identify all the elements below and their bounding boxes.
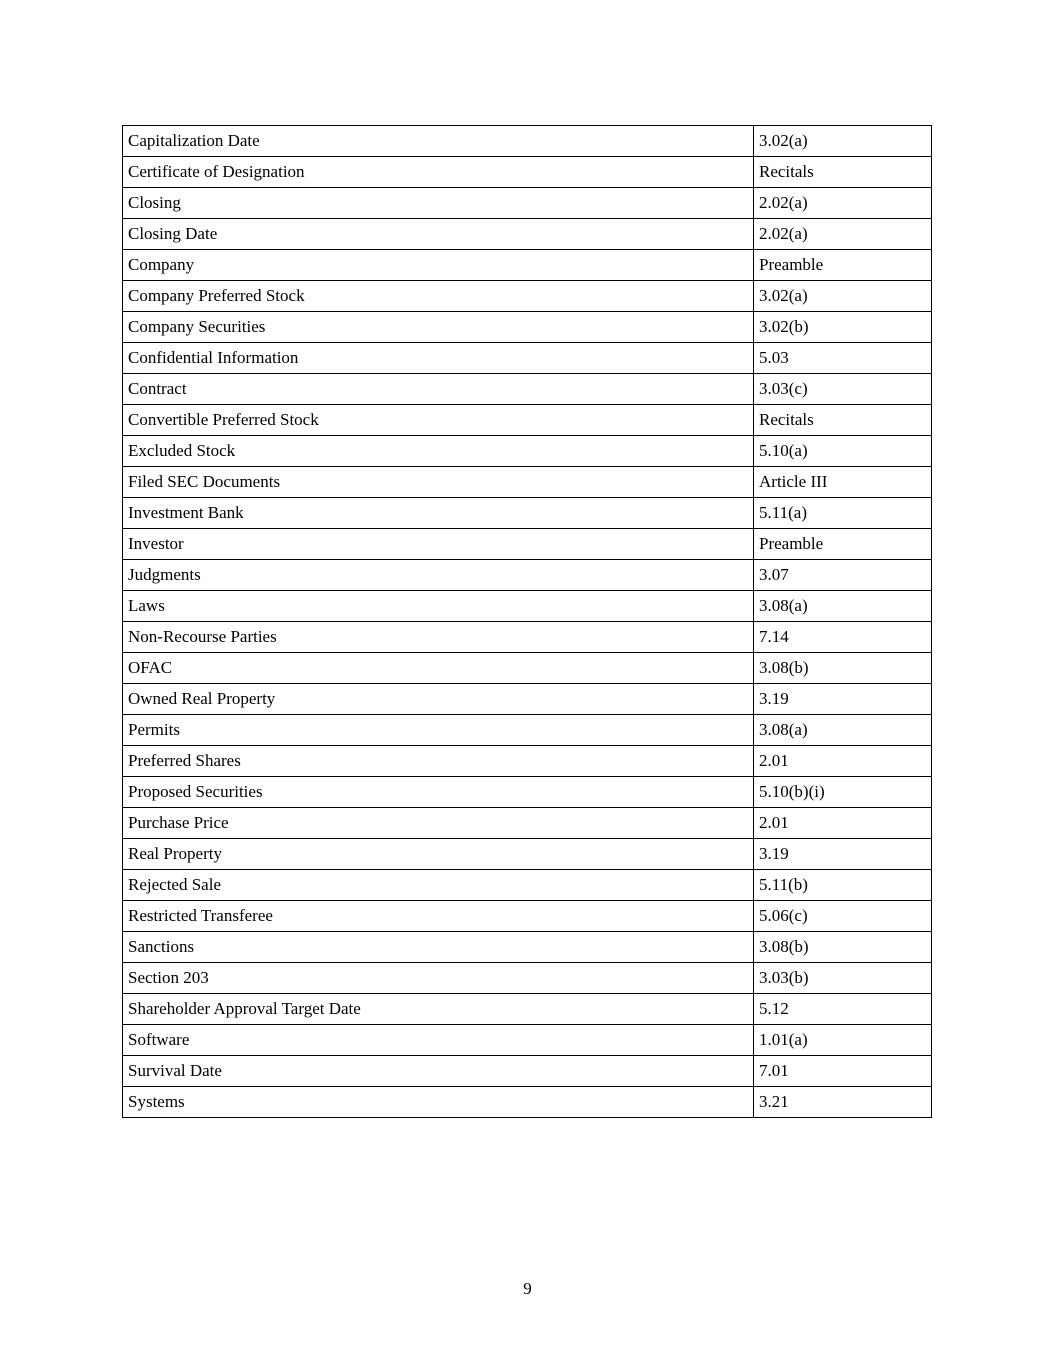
section-cell: Preamble [754, 529, 932, 560]
term-cell: Company [123, 250, 754, 281]
term-cell: Investor [123, 529, 754, 560]
section-cell: Article III [754, 467, 932, 498]
table-row [123, 157, 932, 188]
section-cell: 7.01 [754, 1056, 932, 1087]
section-cell: 3.08(b) [754, 932, 932, 963]
section-cell: 2.01 [754, 746, 932, 777]
table-row [123, 591, 932, 622]
section-cell: Recitals [754, 405, 932, 436]
section-cell: 3.07 [754, 560, 932, 591]
section-cell: Recitals [754, 157, 932, 188]
section-cell: 3.19 [754, 684, 932, 715]
term-cell: Certificate of Designation [123, 157, 754, 188]
term-cell: Sanctions [123, 932, 754, 963]
term-cell: Non-Recourse Parties [123, 622, 754, 653]
table-row [123, 746, 932, 777]
term-cell: Rejected Sale [123, 870, 754, 901]
table-row [123, 1056, 932, 1087]
section-cell: 1.01(a) [754, 1025, 932, 1056]
table-row [123, 777, 932, 808]
table-row [123, 994, 932, 1025]
term-cell: Shareholder Approval Target Date [123, 994, 754, 1025]
term-cell: Preferred Shares [123, 746, 754, 777]
section-cell: 7.14 [754, 622, 932, 653]
term-cell: Real Property [123, 839, 754, 870]
term-cell: Excluded Stock [123, 436, 754, 467]
defined-terms-index-table [122, 125, 932, 1118]
table-row [123, 467, 932, 498]
table-row [123, 839, 932, 870]
table-row [123, 250, 932, 281]
term-cell: Software [123, 1025, 754, 1056]
section-cell: 3.08(a) [754, 715, 932, 746]
page-number: 9 [523, 1279, 532, 1298]
table-row [123, 653, 932, 684]
table-row [123, 808, 932, 839]
table-row [123, 312, 932, 343]
table-row [123, 529, 932, 560]
table-row [123, 1025, 932, 1056]
table-row [123, 932, 932, 963]
term-cell: Purchase Price [123, 808, 754, 839]
term-cell: Confidential Information [123, 343, 754, 374]
section-cell: 5.03 [754, 343, 932, 374]
term-cell: Systems [123, 1087, 754, 1118]
term-cell: Permits [123, 715, 754, 746]
table-row [123, 715, 932, 746]
section-cell: 5.11(b) [754, 870, 932, 901]
term-cell: Owned Real Property [123, 684, 754, 715]
table-row [123, 498, 932, 529]
term-cell: Investment Bank [123, 498, 754, 529]
table-row [123, 901, 932, 932]
table-row [123, 188, 932, 219]
term-cell: Closing [123, 188, 754, 219]
section-cell: 5.06(c) [754, 901, 932, 932]
table-row [123, 963, 932, 994]
term-cell: Survival Date [123, 1056, 754, 1087]
section-cell: 3.08(a) [754, 591, 932, 622]
table-row [123, 560, 932, 591]
table-row [123, 870, 932, 901]
section-cell: 5.12 [754, 994, 932, 1025]
section-cell: 5.11(a) [754, 498, 932, 529]
term-cell: Laws [123, 591, 754, 622]
section-cell: 3.03(c) [754, 374, 932, 405]
section-cell: 2.02(a) [754, 188, 932, 219]
term-cell: Closing Date [123, 219, 754, 250]
term-cell: Contract [123, 374, 754, 405]
term-cell: Section 203 [123, 963, 754, 994]
table-row [123, 343, 932, 374]
term-cell: Convertible Preferred Stock [123, 405, 754, 436]
terms-table-body [123, 126, 932, 1118]
term-cell: Judgments [123, 560, 754, 591]
section-cell: 3.02(a) [754, 281, 932, 312]
section-cell: Preamble [754, 250, 932, 281]
section-cell: 5.10(b)(i) [754, 777, 932, 808]
term-cell: Restricted Transferee [123, 901, 754, 932]
table-row [123, 219, 932, 250]
table-row [123, 281, 932, 312]
section-cell: 2.01 [754, 808, 932, 839]
section-cell: 3.02(a) [754, 126, 932, 157]
section-cell: 3.02(b) [754, 312, 932, 343]
table-row [123, 1087, 932, 1118]
section-cell: 3.19 [754, 839, 932, 870]
table-row [123, 405, 932, 436]
term-cell: Company Securities [123, 312, 754, 343]
table-row [123, 374, 932, 405]
section-cell: 3.21 [754, 1087, 932, 1118]
table-row [123, 684, 932, 715]
term-cell: Capitalization Date [123, 126, 754, 157]
section-cell: 5.10(a) [754, 436, 932, 467]
table-row [123, 622, 932, 653]
term-cell: Filed SEC Documents [123, 467, 754, 498]
term-cell: Proposed Securities [123, 777, 754, 808]
term-cell: OFAC [123, 653, 754, 684]
section-cell: 3.08(b) [754, 653, 932, 684]
section-cell: 2.02(a) [754, 219, 932, 250]
section-cell: 3.03(b) [754, 963, 932, 994]
table-row [123, 126, 932, 157]
term-cell: Company Preferred Stock [123, 281, 754, 312]
table-row [123, 436, 932, 467]
